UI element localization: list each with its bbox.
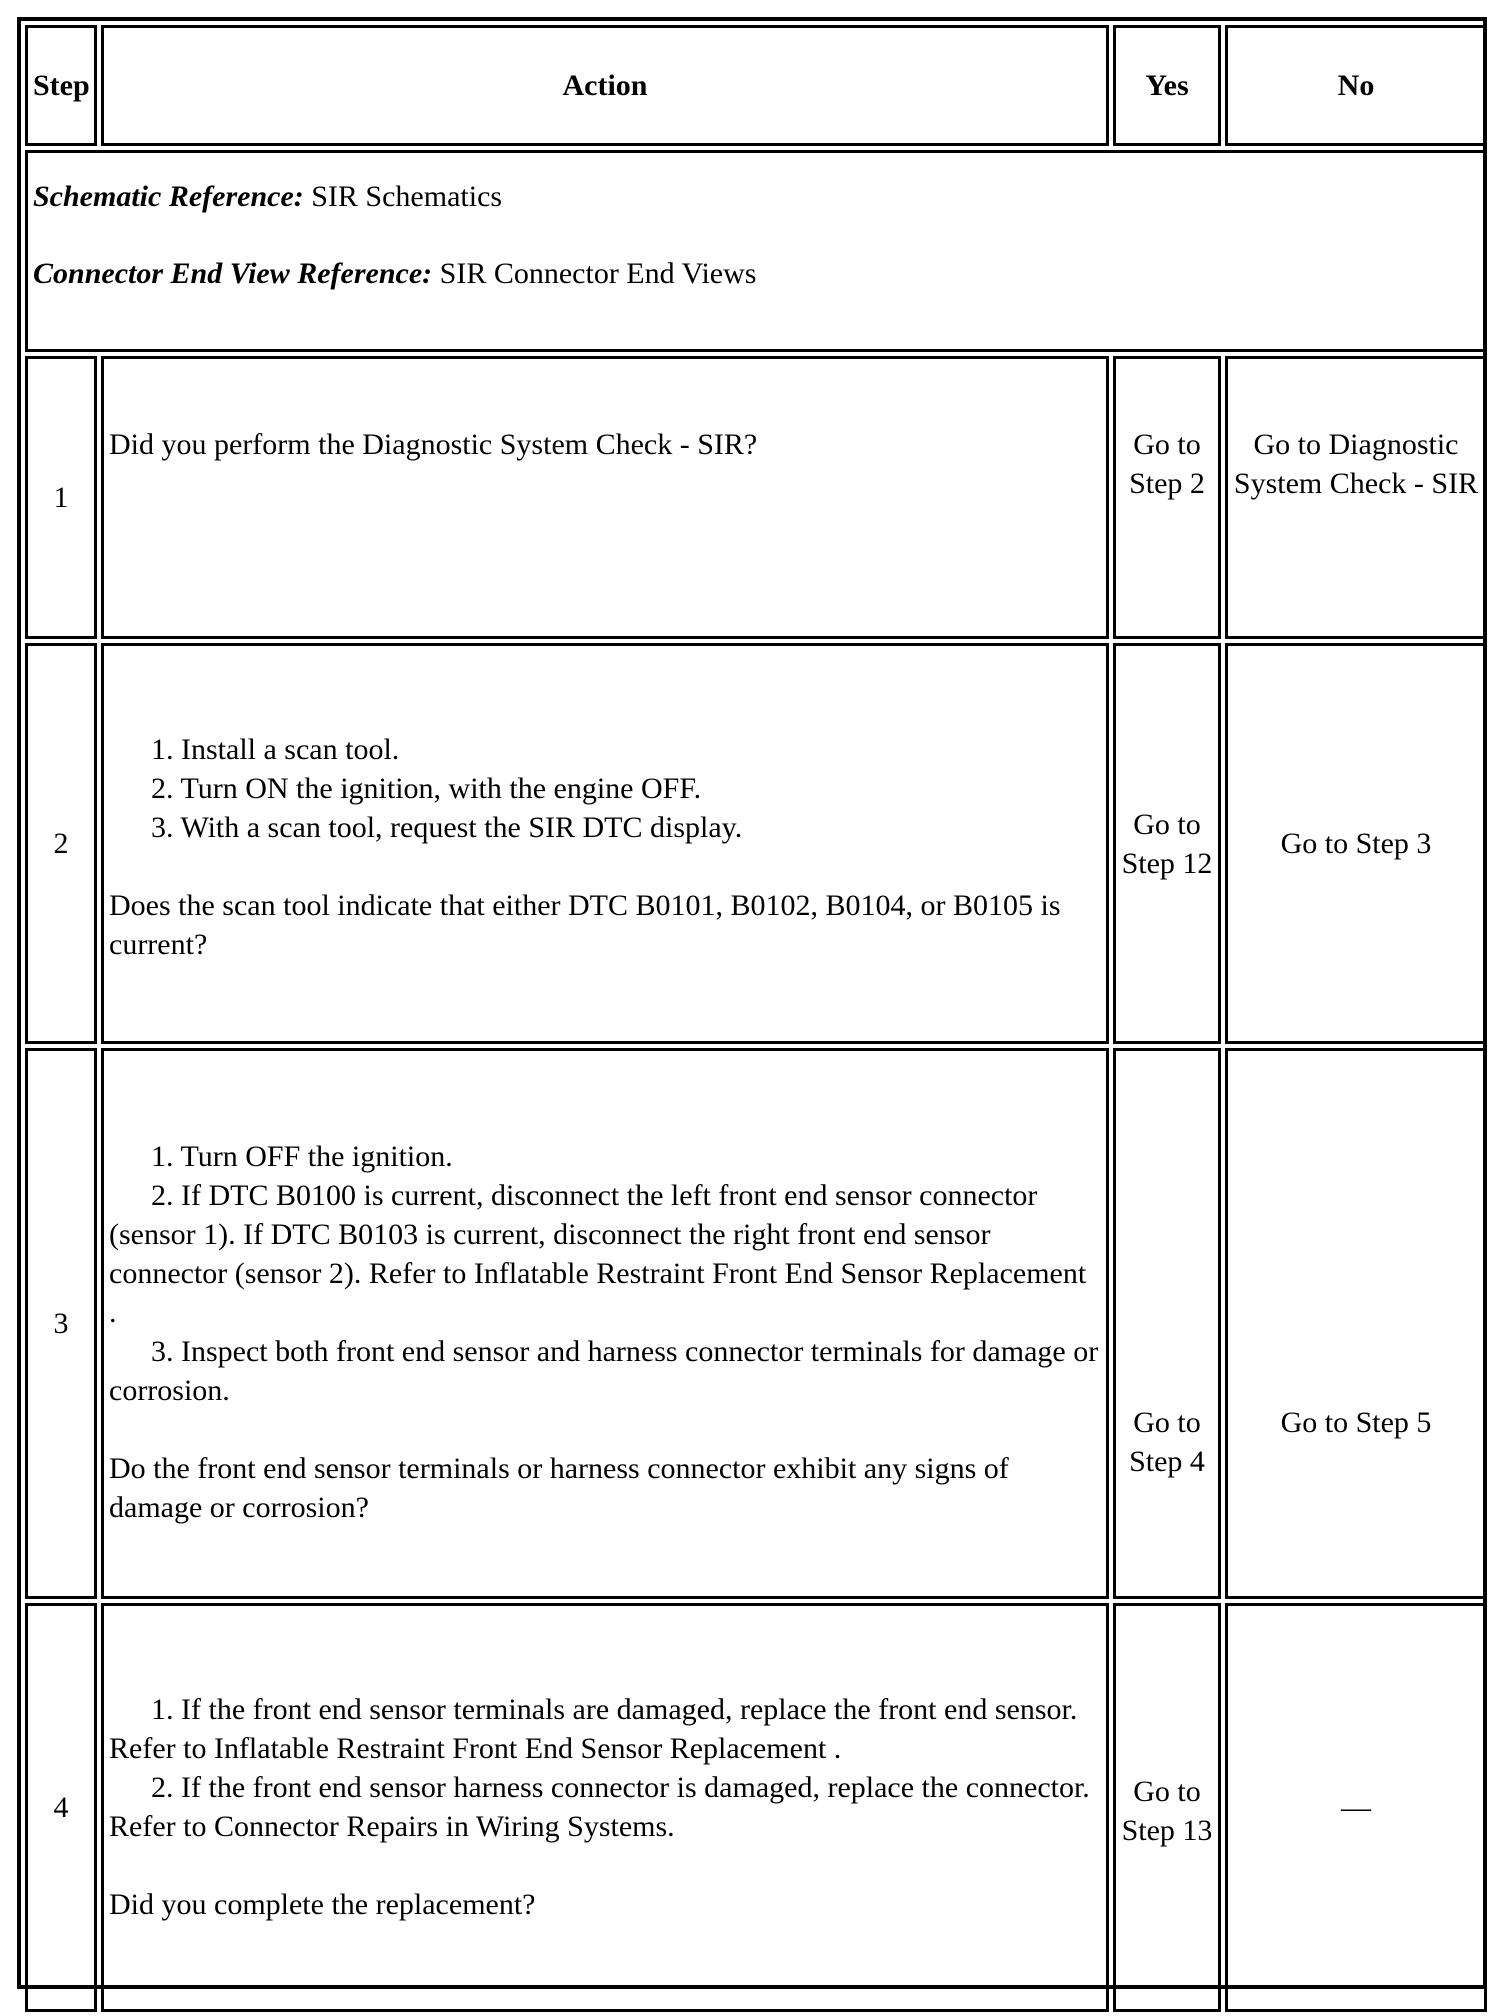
yes-action[interactable]: Go to Step 4 [1113,1048,1221,1599]
instruction-item: 3. Inspect both front end sensor and harness connector terminals for damage or corrosion. [109,1335,1099,1407]
action-cell [101,643,1109,1044]
table-row [25,643,1487,1044]
diagnostic-table [21,21,1491,2016]
schematic-reference [33,177,1479,216]
yes-action[interactable]: Go to Step 12 [1113,643,1221,1044]
action-question: Do the front end sensor terminals or harness connector exhibit any signs of damage or corrosion? [109,1452,1009,1524]
instruction-list [109,1137,1101,1410]
table-row [25,1048,1487,1599]
no-action[interactable]: Go to Step 3 [1225,643,1487,1044]
instruction-item: 1. If the front end sensor terminals are damaged, replace the front end sensor. Refer to Inflatable Restraint Front End Sensor Replacement . [109,1693,1078,1765]
header-action: Action [101,25,1109,146]
instruction-list [109,730,1101,847]
action-question: Did you complete the replacement? [109,1888,536,1921]
header-step: Step [25,25,97,146]
instruction-item: 2. If the front end sensor harness connector is damaged, replace the connector. Refer to Connector Repairs in Wiring Systems. [109,1771,1090,1843]
header-row [25,25,1487,146]
connector-reference [33,254,1479,293]
instruction-item: 2. If DTC B0100 is current, disconnect the left front end sensor connector (sensor 1). If DTC B0103 is current, disconnect the right front end sensor connector (sensor 2). Refer to Inflatable Restraint Front End Sensor Replacement . [109,1179,1087,1329]
schematic-reference-link[interactable]: SIR Schematics [311,180,503,213]
connector-reference-link[interactable]: SIR Connector End Views [439,257,757,290]
reference-row [25,150,1487,352]
no-action: — [1225,1603,1487,2012]
step-number: 4 [25,1603,97,2012]
reference-cell [25,150,1487,352]
step-number: 2 [25,643,97,1044]
action-question: Did you perform the Diagnostic System Check - SIR? [109,428,758,461]
step-number: 1 [25,356,97,639]
instruction-item: 1. Turn OFF the ignition. [151,1140,453,1173]
no-action[interactable]: Go to Step 5 [1225,1048,1487,1599]
yes-action[interactable]: Go to Step 2 [1113,356,1221,639]
instruction-item: 1. Install a scan tool. [151,733,400,766]
table-row [25,1603,1487,2012]
header-no: No [1225,25,1487,146]
action-cell [101,1048,1109,1599]
yes-action[interactable]: Go to Step 13 [1113,1603,1221,2012]
action-cell [101,356,1109,639]
step-number: 3 [25,1048,97,1599]
table-row [25,356,1487,639]
instruction-item: 2. Turn ON the ignition, with the engine OFF. [151,772,702,805]
no-action[interactable]: Go to Diagnostic System Check - SIR [1225,356,1487,639]
instruction-item: 3. With a scan tool, request the SIR DTC display. [151,811,743,844]
action-question: Does the scan tool indicate that either DTC B0101, B0102, B0104, or B0105 is current? [109,889,1061,961]
header-yes: Yes [1113,25,1221,146]
schematic-reference-label: Schematic Reference: [33,180,304,213]
connector-reference-label: Connector End View Reference: [33,257,433,290]
instruction-list [109,1690,1101,1846]
action-cell [101,1603,1109,2012]
